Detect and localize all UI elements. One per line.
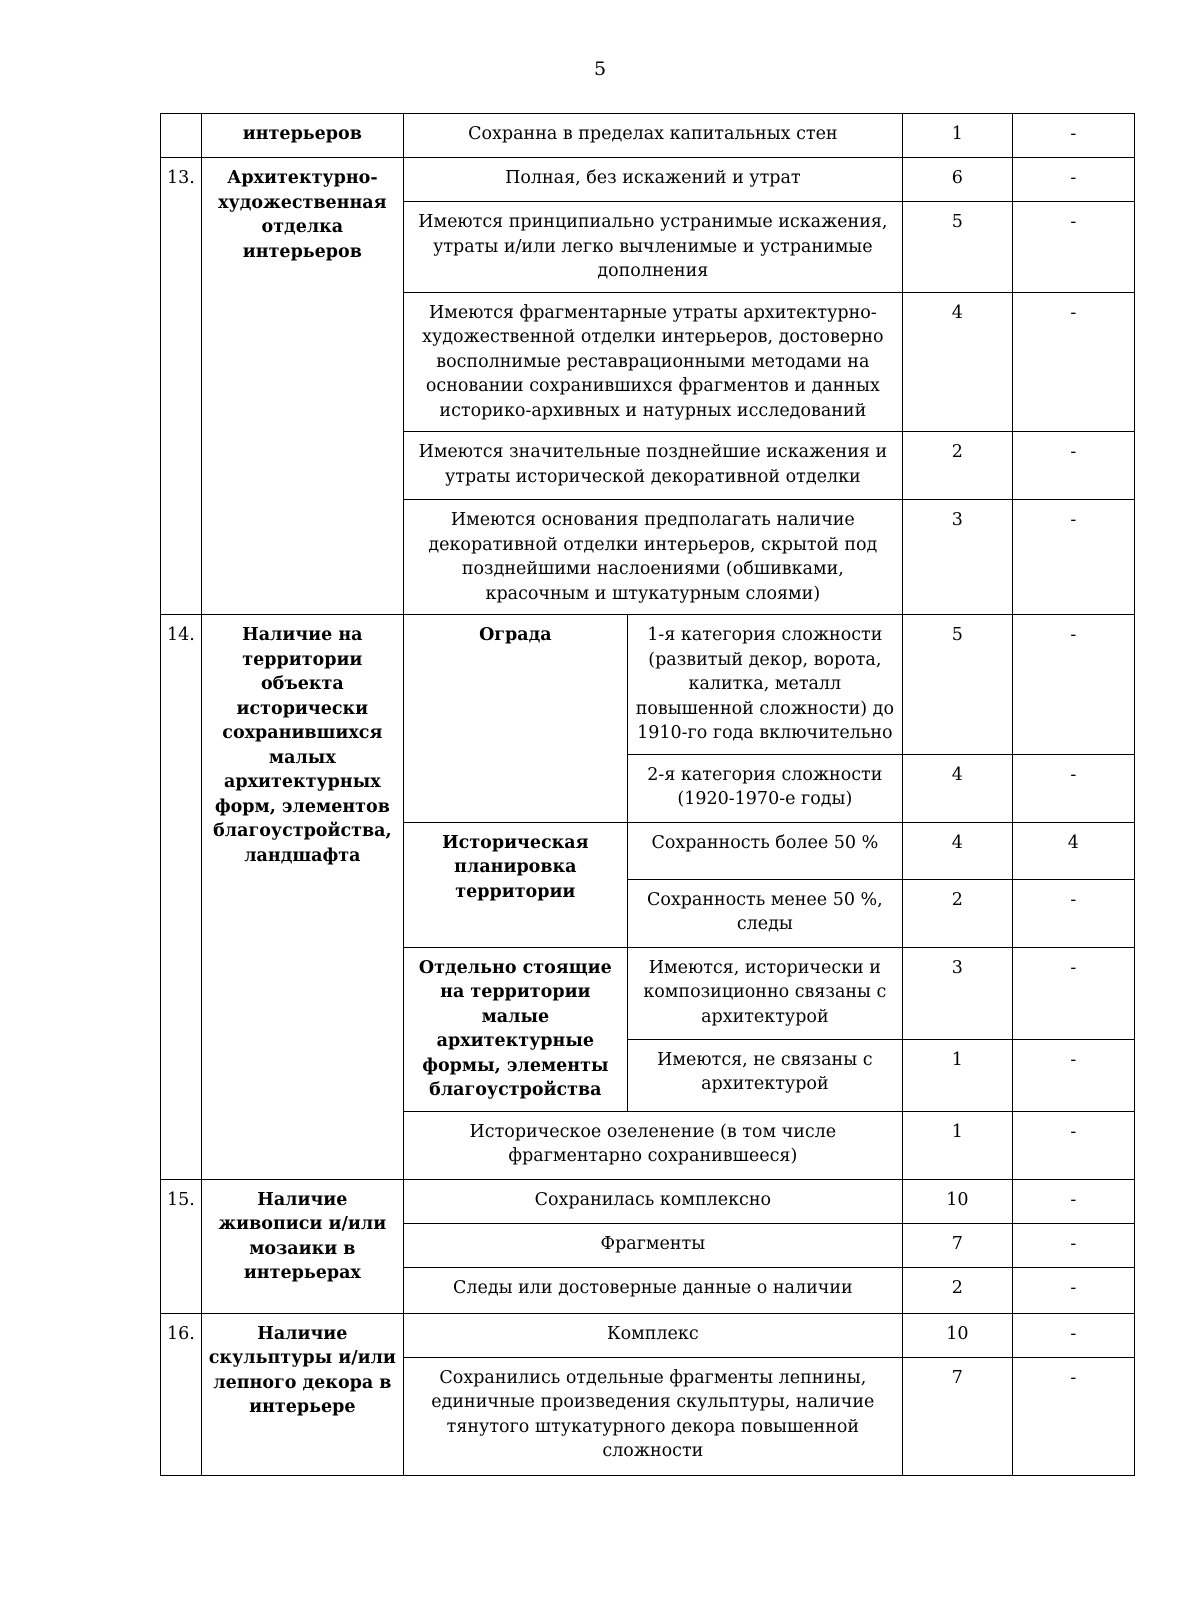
score-cell: 5 [902,202,1012,293]
score-cell: 1 [902,114,1012,158]
score-cell: 7 [902,1357,1012,1475]
score-cell: 5 [902,615,1012,755]
criterion-title: интерьеров [201,114,403,158]
value-cell: - [1012,615,1134,755]
value-cell: - [1012,158,1134,202]
criterion-title: Наличие живописи и/или мозаики в интерьерах [201,1179,403,1313]
score-cell: 4 [902,822,1012,879]
subcriterion-title: Историческая планировка территории [403,822,627,947]
score-cell: 2 [902,432,1012,500]
value-cell: - [1012,1267,1134,1313]
table-row [161,1313,1135,1357]
table-row [161,114,1135,158]
value-cell: - [1012,1111,1134,1179]
value-cell: - [1012,1223,1134,1267]
row-number: 15. [161,1179,202,1313]
row-number: 16. [161,1313,202,1475]
criterion-description: Фрагменты [403,1223,902,1267]
score-cell: 10 [902,1179,1012,1223]
score-cell: 10 [902,1313,1012,1357]
score-cell: 2 [902,879,1012,947]
criterion-description: Историческое озеленение (в том числе фрагментарно сохранившееся) [403,1111,902,1179]
value-cell: - [1012,202,1134,293]
criterion-title: Наличие на территории объекта исторически сохранившихся малых архитектурных форм, элементов благоустройства, ландшафта [201,615,403,1180]
criterion-description: Сохранность более 50 % [627,822,902,879]
criterion-description: Имеются фрагментарные утраты архитектурно-художественной отделки интерьеров, достоверно восполнимые реставрационными методами на основании сохранившихся фрагментов и данных историко-архивных и натурных исследований [403,292,902,432]
criterion-description: Следы или достоверные данные о наличии [403,1267,902,1313]
score-cell: 6 [902,158,1012,202]
value-cell: - [1012,432,1134,500]
criterion-description: Полная, без искажений и утрат [403,158,902,202]
page-number: 5 [593,58,607,80]
row-number: 14. [161,615,202,1180]
criterion-description: Имеются, не связаны с архитектурой [627,1039,902,1111]
score-cell: 7 [902,1223,1012,1267]
value-cell: - [1012,114,1134,158]
value-cell: - [1012,292,1134,432]
score-cell: 1 [902,1039,1012,1111]
score-cell: 3 [902,500,1012,615]
criterion-description: 1-я категория сложности (развитый декор, ворота, калитка, металл повышенной сложности) до 1910-го года включительно [627,615,902,755]
criterion-description: Имеются значительные позднейшие искажения и утраты исторической декоративной отделки [403,432,902,500]
criterion-description: Имеются основания предполагать наличие декоративной отделки интерьеров, скрытой под позднейшими наслоениями (обшивками, красочным и штукатурным слоями) [403,500,902,615]
table-row [161,615,1135,755]
score-cell: 4 [902,292,1012,432]
criterion-description: Сохранилась комплексно [403,1179,902,1223]
criterion-title: Наличие скульптуры и/или лепного декора в интерьере [201,1313,403,1475]
value-cell: - [1012,754,1134,822]
criterion-description: Сохранна в пределах капитальных стен [403,114,902,158]
value-cell: - [1012,500,1134,615]
value-cell: - [1012,1357,1134,1475]
subcriterion-title: Отдельно стоящие на территории малые архитектурные формы, элементы благоустройства [403,947,627,1111]
criterion-description: Сохранность менее 50 %, следы [627,879,902,947]
criterion-description: Комплекс [403,1313,902,1357]
value-cell: - [1012,879,1134,947]
table-row [161,1179,1135,1223]
value-cell: 4 [1012,822,1134,879]
criterion-description: Имеются принципиально устранимые искажения, утраты и/или легко вычленимые и устранимые дополнения [403,202,902,293]
criteria-table [160,113,1135,1476]
score-cell: 1 [902,1111,1012,1179]
criterion-description: 2-я категория сложности (1920-1970-е годы) [627,754,902,822]
score-cell: 2 [902,1267,1012,1313]
value-cell: - [1012,1039,1134,1111]
row-number [161,114,202,158]
row-number: 13. [161,158,202,615]
criterion-description: Имеются, исторически и композиционно связаны с архитектурой [627,947,902,1039]
score-cell: 4 [902,754,1012,822]
subcriterion-title: Ограда [403,615,627,823]
value-cell: - [1012,1313,1134,1357]
value-cell: - [1012,1179,1134,1223]
value-cell: - [1012,947,1134,1039]
criterion-description: Сохранились отдельные фрагменты лепнины, единичные произведения скульптуры, наличие тянутого штукатурного декора повышенной сложности [403,1357,902,1475]
table-row [161,158,1135,202]
score-cell: 3 [902,947,1012,1039]
criterion-title: Архитектурно-художественная отделка интерьеров [201,158,403,615]
